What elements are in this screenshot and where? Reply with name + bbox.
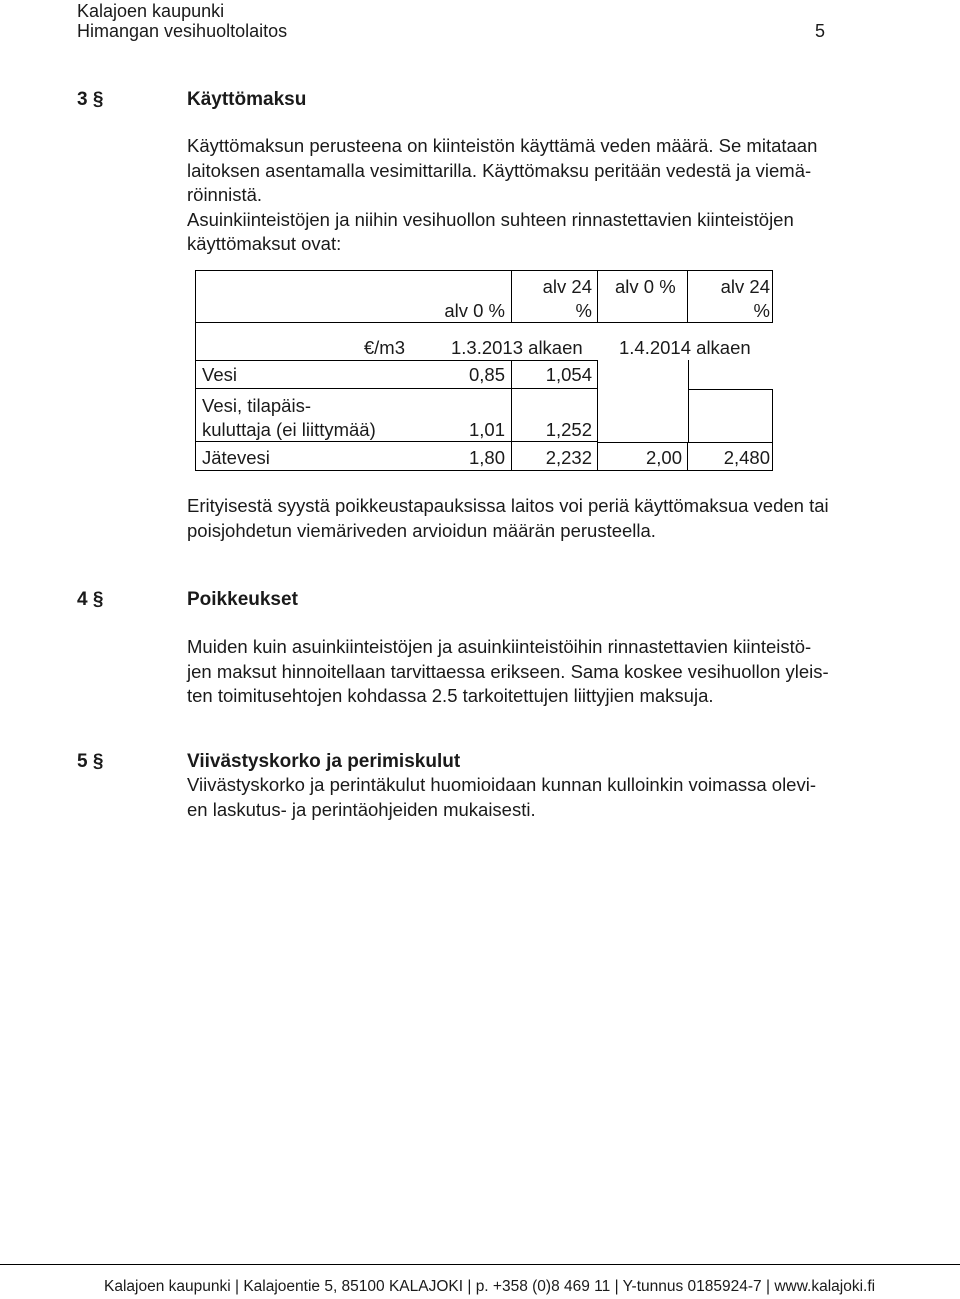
row-jatevesi-alv0-2014: 2,00 (645, 447, 682, 468)
row-tilapais-label-line2: kuluttaja (ei liittymää) (202, 419, 376, 440)
text-line: Muiden kuin asuinkiinteistöjen ja asuinkiinteistöihin rinnastettavien kiinteistö- (187, 636, 812, 657)
row-jatevesi-alv24-2014: 2,480 (723, 447, 770, 468)
header-org: Kalajoen kaupunki (77, 1, 225, 21)
section-5-number: 5 § (77, 751, 104, 772)
header-alv24-2013-line2: % (575, 300, 592, 321)
header-alv24-2013-line1: alv 24 (542, 276, 592, 297)
text-line: Käyttömaksun perusteena on kiinteistön käyttämä veden määrä. Se mitataan (187, 135, 818, 156)
section-5-body (187, 773, 816, 822)
page-number: 5 (815, 21, 826, 41)
period-2014: 1.4.2014 alkaen (619, 337, 751, 358)
period-2013: 1.3.2013 alkaen (451, 337, 583, 358)
row-jatevesi-alv0-2013: 1,80 (468, 447, 505, 468)
text-line: käyttömaksut ovat: (187, 233, 342, 254)
section-3-number: 3 § (77, 89, 104, 110)
header-alv24-2014-line1: alv 24 (720, 276, 770, 297)
section-3-body (187, 134, 817, 257)
section-3-note (187, 494, 829, 543)
row-vesi-divider (688, 360, 689, 389)
text-line: jen maksut hinnoitellaan tarvittaessa erikseen. Sama koskee vesihuollon yleis- (187, 660, 829, 682)
row-jatevesi-label: Jätevesi (202, 447, 270, 468)
text-line: en laskutus- ja perintäohjeiden mukaisesti. (187, 798, 536, 820)
footer-divider (0, 1264, 960, 1265)
row-vesi-alv24-2013: 1,054 (545, 364, 592, 385)
row-tilapais-label-line1: Vesi, tilapäis- (202, 395, 311, 416)
text-line: ten toimitusehtojen kohdassa 2.5 tarkoitettujen liittyjien maksuja. (187, 685, 714, 706)
text-line: poisjohdetun viemäriveden arvioidun määrän perusteella. (187, 519, 656, 541)
text-line: Erityisestä syystä poikkeustapauksissa laitos voi periä käyttömaksua veden tai (187, 495, 829, 516)
row-tilapais-alv0-2013: 1,01 (468, 419, 505, 440)
unit-label: €/m3 (363, 337, 405, 358)
section-4-body (187, 635, 829, 709)
footer-text: Kalajoen kaupunki | Kalajoentie 5, 85100 KALAJOKI | p. +358 (0)8 469 11 | Y-tunnus 0185924-7 | www.kalajoki.fi (104, 1278, 876, 1295)
row-vesi-label: Vesi (202, 364, 237, 385)
row-jatevesi-alv24-2013: 2,232 (545, 447, 592, 468)
text-line: laitoksen asentamalla vesimittarilla. Käyttömaksu peritään vedestä ja viemä- (187, 159, 812, 181)
row-tilapais-alv24-2014-cell (688, 389, 773, 442)
row-tilapais-alv24-2013: 1,252 (545, 419, 592, 440)
header-doc-title: Himangan vesihuoltolaitos (77, 21, 288, 41)
section-3-title: Käyttömaksu (187, 89, 307, 110)
text-line: Asuinkiinteistöjen ja niihin vesihuollon suhteen rinnastettavien kiinteistöjen (187, 208, 794, 230)
header-alv0-2014: alv 0 % (615, 276, 676, 297)
text-line: Viivästyskorko ja perintäkulut huomioidaan kunnan kulloinkin voimassa olevi- (187, 774, 816, 795)
text-line: röinnistä. (187, 184, 263, 205)
section-4-title: Poikkeukset (187, 589, 298, 610)
header-alv24-2014-line2: % (753, 300, 770, 321)
row-vesi-alv0-2013: 0,85 (468, 364, 505, 385)
section-4-number: 4 § (77, 589, 104, 610)
section-5-title: Viivästyskorko ja perimiskulut (187, 751, 461, 772)
header-alv0-2013: alv 0 % (444, 300, 505, 321)
